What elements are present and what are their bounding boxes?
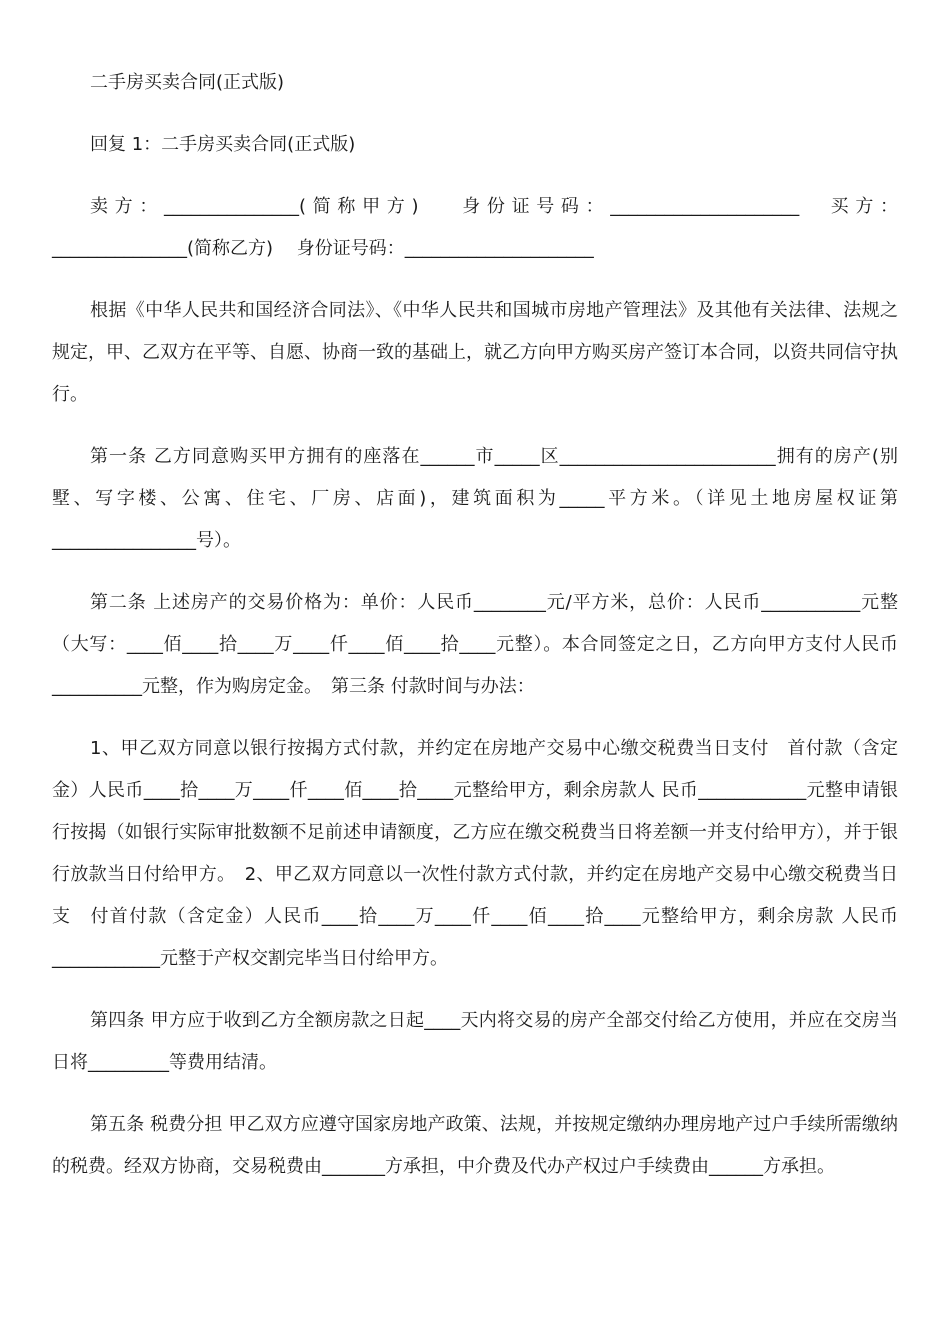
article-1-paragraph: 第一条 乙方同意购买甲方拥有的座落在______市_____区________________________拥有的房产(别墅、写字楼、公寓、住宅、厂房、店面)，建筑面积为_____平方米。（详见土地房屋权证第________________号）。 [52,446,898,551]
contract-body [52,62,904,1208]
reply-heading: 回复 1：二手房买卖合同(正式版) [90,134,356,155]
article-2-paragraph: 第二条 上述房产的交易价格为：单价：人民币________元/平方米，总价：人民币___________元整（大写：____佰____拾____万____仟____佰____拾____元整）。本合同签定之日，乙方向甲方支付人民币 __________元整，作为购房定金。 第三条 付款时间与办法： [52,592,904,697]
parties-paragraph: 卖方：_______________(简称甲方) 身份证号码：_____________________ 买方：_______________(简称乙方) 身份证号码：_____________________ [52,196,898,259]
document-title: 二手房买卖合同(正式版) [90,72,285,93]
payment-methods-paragraph: 1、甲乙双方同意以银行按揭方式付款，并约定在房地产交易中心缴交税费当日支付 首付款（含定金）人民币____拾____万____仟____佰____拾____元整给甲方，剩余房款人 民币____________元整申请银行按揭（如银行实际审批数额不足前述申请额度，乙方应在缴交税费当日将差额一并支付给甲方），并于银行放款当日付给甲方。 2、甲乙双方同意以一次性付款方式付款，并约定在房地产交易中心缴交税费当日支 付首付款（含定金）人民币____拾____万____仟____佰____拾____元整给甲方，剩余房款 人民币____________元整于产权交割完毕当日付给甲方。 [52,738,898,969]
article-4-paragraph: 第四条 甲方应于收到乙方全额房款之日起____天内将交易的房产全部交付给乙方使用，并应在交房当日将_________等费用结清。 [52,1010,898,1073]
intro-paragraph: 根据《中华人民共和国经济合同法》、《中华人民共和国城市房地产管理法》及其他有关法律、法规之规定，甲、乙双方在平等、自愿、协商一致的基础上，就乙方向甲方购买房产签订本合同，以资共同信守执行。 [52,300,898,405]
article-5-paragraph: 第五条 税费分担 甲乙双方应遵守国家房地产政策、法规，并按规定缴纳办理房地产过户手续所需缴纳的税费。经双方协商，交易税费由_______方承担，中介费及代办产权过户手续费由______方承担。 [52,1114,898,1177]
